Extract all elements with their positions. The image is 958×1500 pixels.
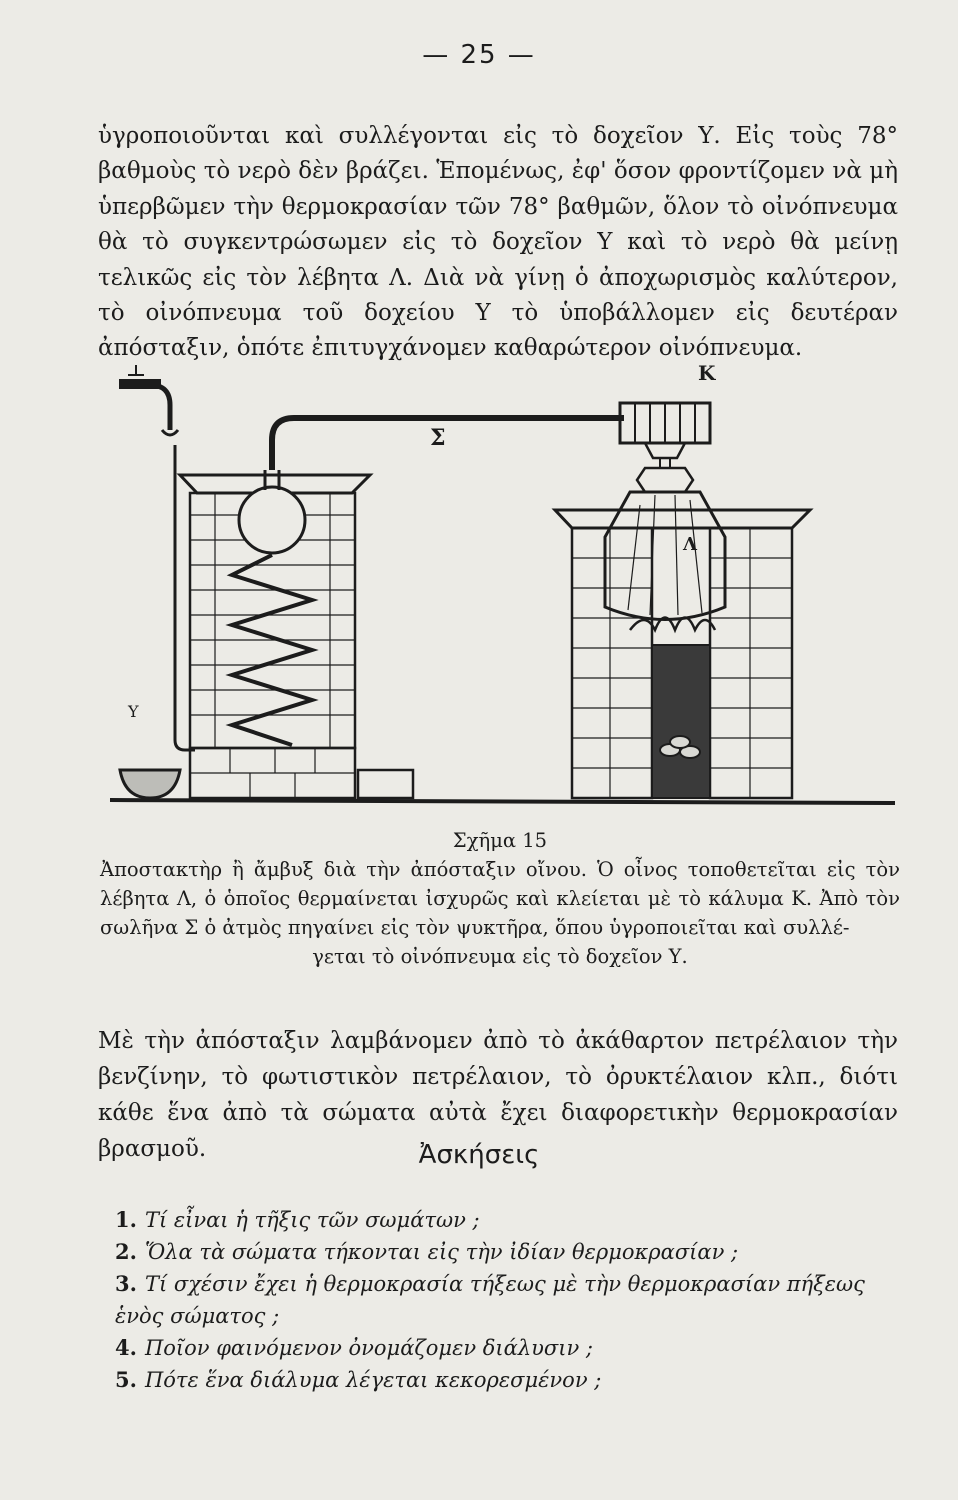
ground-line <box>110 800 895 803</box>
distillation-apparatus-figure <box>100 345 900 815</box>
vapor-pipe <box>272 418 624 470</box>
exercises-heading: Ἀσκήσεις <box>418 1140 540 1170</box>
caption-last-line: γεται τὸ οἰνόπνευμα εἰς τὸ δοχεῖον Υ. <box>312 945 688 968</box>
boiler-cover <box>620 403 710 468</box>
outlet-box <box>358 770 413 798</box>
figure-caption <box>100 826 900 971</box>
caption-title: Σχῆμα 15 <box>452 829 548 852</box>
list-item: 3. Τί σχέσιν ἔχει ἡ θερμοκρασία τήξεως μὲ τὴν θερμοκρασίαν πήξεως ἑνὸς σώματος ; <box>115 1271 865 1328</box>
caption-text: Ἀποστακτὴρ ἢ ἄμβυξ διὰ τὴν ἀπόσταξιν οἴνου. Ὁ οἶνος τοποθετεῖται εἰς τὸν λέβητα Λ, ὁ ὁποῖος θερμαίνεται ἰσχυρῶς καὶ κλείεται μὲ τὸ κάλυμα Κ. Ἀπὸ τὸν σωλῆνα Σ ὁ ἀτμὸς πηγαίνει εἰς τὸν ψυκτῆρα, ὅπου ὑγροποιεῖται καὶ συλλέ- <box>100 858 900 939</box>
list-item: 4. Ποῖον φαινόμενον ὀνομάζομεν διάλυσιν ; <box>115 1335 593 1360</box>
label-boiler-L: Λ <box>683 534 697 555</box>
inlet-arrow-label: Y <box>128 702 139 721</box>
paragraph-distillation-intro: ὑγροποιοῦνται καὶ συλλέγονται εἰς τὸ δοχεῖον Υ. Εἰς τοὺς 78° βαθμοὺς τὸ νερὸ δὲν βράζει. Ἑπομένως, ἐφ' ὅσον φροντίζομεν νὰ μὴ ὑπερβῶμεν τὴν θερμοκρασίαν τῶν 78° βαθμῶν, ὅλον τὸ οἰνόπνευμα θὰ τὸ συγκεντρώσωμεν εἰς τὸ δοχεῖον Υ καὶ τὸ νερὸ θὰ μείνῃ τελικῶς εἰς τὸν λέβητα Λ. Διὰ νὰ γίνῃ ὁ ἀποχωρισμὸς καλύτερον, τὸ οἰνόπνευμα τοῦ δοχείου Υ τὸ ὑποβάλλομεν εἰς δευτέραν ἀπόσταξιν, ὁπότε ἐπιτυγχάνομεν καθαρώτερον οἰνόπνευμα. <box>98 123 898 362</box>
collecting-bowl <box>120 770 180 798</box>
page-number: — 25 — <box>422 40 536 70</box>
list-item: 1. Τί εἶναι ἡ τῆξις τῶν σωμάτων ; <box>115 1207 480 1232</box>
water-tap <box>120 365 178 435</box>
exercises-list <box>115 1204 905 1396</box>
label-pipe-S: Σ <box>430 425 446 451</box>
label-cover-K: Κ <box>698 361 716 385</box>
condenser <box>180 470 370 798</box>
list-item: 5. Πότε ἕνα διάλυμα λέγεται κεκορεσμένον ; <box>115 1367 602 1392</box>
paragraph-petroleum: Μὲ τὴν ἀπόσταξιν λαμβάνομεν ἀπὸ τὸ ἀκάθαρτον πετρέλαιον τὴν βενζίνην, τὸ φωτιστικὸν πετρέλαιον, τὸ ὀρυκτέλαιον κλπ., διότι κάθε ἕνα ἀπὸ τὰ σώματα αὐτὰ ἔχει διαφορετικὴν θερμοκρασίαν βρασμοῦ. <box>98 1028 898 1162</box>
boiler <box>605 468 725 620</box>
list-item: 2. Ὅλα τὰ σώματα τήκονται εἰς τὴν ἰδίαν θερμοκρασίαν ; <box>115 1239 739 1264</box>
